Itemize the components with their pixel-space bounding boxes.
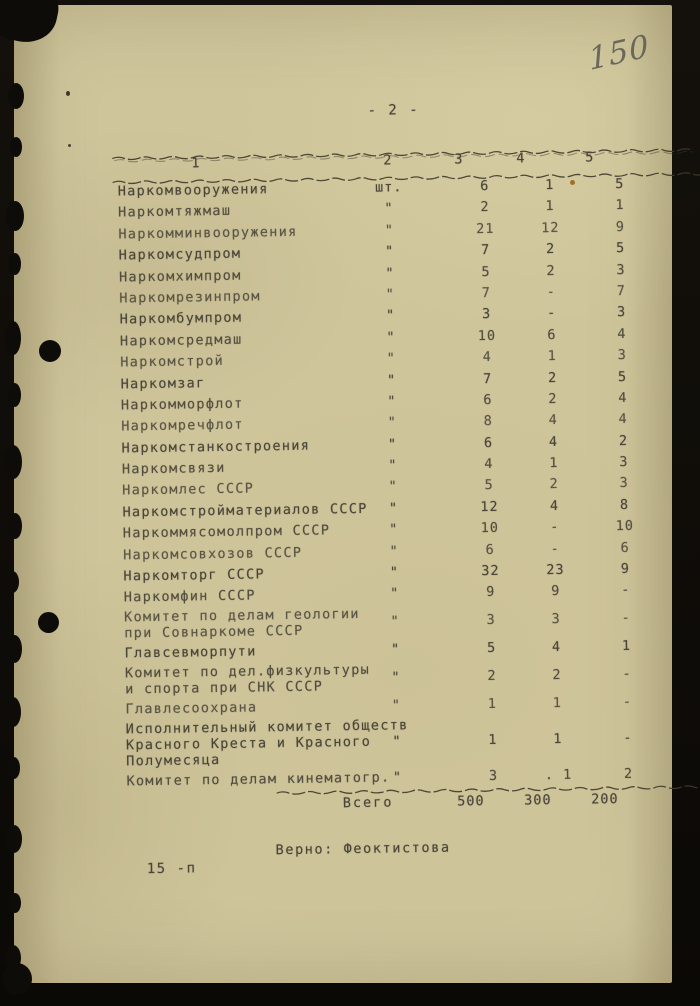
- column-header-2: 2: [383, 152, 392, 169]
- unit-cell: ": [388, 500, 399, 517]
- col3-value: 5: [481, 263, 491, 280]
- col3-value: 6: [485, 541, 495, 558]
- unit-cell: ": [390, 585, 400, 602]
- col3-value: 9: [486, 584, 496, 601]
- col3-value: 5: [484, 477, 494, 494]
- org-name: Наркомрезинпром: [119, 288, 261, 307]
- col4-value: -: [550, 540, 560, 557]
- rust-speck: [570, 180, 575, 185]
- col4-value: 2: [546, 262, 556, 279]
- org-name: Наркомстройматериалов СССР: [122, 500, 368, 521]
- unit-cell: ": [384, 222, 395, 239]
- col5-value: -: [621, 582, 631, 599]
- totals-label: Всего: [342, 794, 394, 812]
- col5-value: 1: [621, 638, 632, 655]
- col4-value: 2: [547, 369, 558, 386]
- unit-cell: ": [384, 243, 395, 260]
- col4-value: -: [550, 519, 560, 536]
- col5-value: -: [621, 610, 631, 627]
- col4-value: -: [546, 283, 556, 301]
- col5-value: 2: [618, 432, 629, 449]
- org-name: Главсевморпути: [124, 643, 257, 662]
- col3-value: 12: [480, 498, 499, 515]
- org-name: Наркомсредмаш: [119, 331, 243, 350]
- column-header-5: 5: [585, 149, 594, 166]
- col4-value: 6: [547, 326, 557, 343]
- col4-value: 1: [553, 731, 563, 748]
- col5-value: -: [623, 729, 633, 747]
- col4-value: 2: [545, 241, 556, 258]
- col5-value: 5: [617, 368, 628, 385]
- col5-value: 9: [620, 560, 631, 578]
- ink-speck: [68, 144, 71, 147]
- col3-value: 3: [488, 768, 499, 785]
- col3-value: 5: [486, 640, 497, 657]
- org-name: Исполнительный комитет обществ Красного Креста и Красного Полумесяца: [125, 717, 409, 770]
- unit-cell: ": [391, 669, 401, 686]
- col4-value: 9: [551, 583, 561, 600]
- col3-value: 32: [481, 562, 500, 580]
- org-name: Наркомсвязи: [121, 459, 226, 478]
- col4-value: 1: [545, 198, 555, 215]
- org-name: Наркомсудпром: [118, 245, 242, 264]
- col3-value: 2: [480, 199, 490, 216]
- col3-value: 10: [480, 520, 500, 537]
- table-row: [126, 713, 673, 771]
- certification-line: Верно: Феоктистова: [275, 839, 451, 859]
- col3-value: 6: [483, 391, 493, 408]
- unit-cell: ": [388, 457, 398, 474]
- unit-cell: ": [390, 641, 401, 658]
- org-name: Наркомзаг: [120, 374, 206, 392]
- org-name: Наркомлес СССР: [122, 480, 255, 499]
- typewritten-content: [7, 0, 679, 988]
- col4-value: 1: [547, 348, 557, 365]
- org-name: Наркомстанкостроения: [121, 437, 311, 457]
- col4-value: -: [546, 305, 557, 322]
- col4-value: . 1: [544, 766, 573, 784]
- org-name: Комитет по делам кинематогр.: [126, 769, 391, 790]
- col4-value: 12: [541, 219, 560, 236]
- col4-value: 4: [549, 497, 560, 514]
- org-name: Наркомморфлот: [120, 395, 244, 414]
- col3-value: 6: [483, 434, 494, 451]
- org-name: Наркомминвооружения: [118, 223, 298, 243]
- org-name: Комитет по дел.физкультуры и спорта при СНК СССР: [124, 662, 371, 698]
- unit-cell: ": [389, 564, 400, 581]
- table-body: [118, 173, 673, 793]
- org-name: Наркомторг СССР: [123, 566, 266, 585]
- col4-value: 23: [546, 561, 565, 579]
- page-number: - 2 -: [367, 101, 420, 119]
- col5-value: 4: [617, 325, 627, 342]
- col4-value: 3: [551, 611, 561, 628]
- totals-col5: 200: [591, 791, 619, 808]
- col5-value: 7: [616, 282, 626, 300]
- col5-value: -: [622, 666, 632, 683]
- col5-value: 8: [619, 496, 630, 513]
- unit-cell: ": [387, 414, 397, 431]
- col3-value: 21: [476, 220, 495, 237]
- unit-cell: ": [386, 371, 397, 389]
- col4-value: 4: [548, 412, 558, 429]
- org-name: Наркомбумпром: [119, 309, 243, 328]
- unit-cell: ": [385, 264, 395, 282]
- unit-cell: ": [389, 521, 399, 538]
- handwritten-archival-number: 150: [586, 27, 652, 79]
- col4-value: 1: [549, 455, 559, 472]
- org-name: Наркомвооружения: [117, 181, 269, 200]
- col5-value: 10: [615, 518, 635, 535]
- col3-value: 3: [486, 612, 496, 629]
- totals-col3: 500: [457, 793, 485, 810]
- col3-value: 1: [488, 731, 498, 749]
- unit-cell: ": [389, 542, 399, 560]
- unit-cell: ": [392, 733, 402, 750]
- col4-value: 2: [549, 476, 559, 493]
- column-header-4: 4: [516, 150, 525, 167]
- org-name: Наркомречфлот: [121, 416, 244, 435]
- col5-value: 4: [618, 411, 628, 428]
- col3-value: 4: [482, 349, 492, 366]
- unit-cell: ": [388, 478, 398, 495]
- punch-hole: [39, 340, 61, 362]
- unit-cell: ": [390, 613, 400, 630]
- unit-cell: ": [392, 769, 403, 786]
- unit-cell: ": [391, 697, 402, 714]
- col4-value: 4: [548, 433, 559, 450]
- col5-value: 4: [618, 389, 628, 406]
- unit-cell: ": [385, 307, 396, 324]
- col5-value: 3: [617, 347, 627, 364]
- org-name: Наркомхимпром: [118, 267, 242, 286]
- unit-cell: ": [386, 329, 396, 346]
- col4-value: 1: [545, 176, 555, 194]
- unit-cell: ": [384, 200, 394, 217]
- col5-value: 2: [623, 766, 634, 783]
- org-name: Наркомстрой: [120, 353, 225, 371]
- col5-value: -: [622, 694, 633, 711]
- col3-value: 7: [481, 284, 491, 302]
- totals-col4: 300: [524, 792, 552, 809]
- org-name: Наркомтяжмаш: [117, 203, 232, 221]
- org-name: Наркоммясомолпром СССР: [122, 522, 331, 542]
- col3-value: 4: [484, 456, 494, 473]
- org-name: Главлесоохрана: [125, 699, 258, 718]
- col5-value: 3: [619, 454, 629, 471]
- col3-value: 1: [487, 696, 498, 713]
- col3-value: 6: [480, 177, 490, 195]
- col5-value: 6: [620, 539, 630, 556]
- col5-value: 3: [616, 261, 626, 278]
- col4-value: 2: [548, 390, 558, 408]
- col3-value: 10: [477, 327, 497, 344]
- col5-value: 5: [615, 175, 625, 193]
- punch-hole: [38, 612, 59, 633]
- document-code: 15 -п: [146, 860, 197, 878]
- unit-cell: шт.: [374, 179, 403, 196]
- org-name: Наркомсовхозов СССР: [123, 544, 303, 564]
- col3-value: 7: [482, 370, 493, 387]
- col4-value: 1: [552, 695, 563, 712]
- col5-value: 3: [619, 475, 629, 492]
- col5-value: 9: [615, 218, 626, 235]
- totals-row: [19, 790, 677, 822]
- col3-value: 7: [480, 242, 491, 259]
- paper-sheet: [14, 5, 672, 983]
- unit-cell: ": [387, 436, 398, 453]
- col5-value: 1: [615, 197, 625, 214]
- org-name: Комитет по делам геологии при Совнаркоме СССР: [123, 606, 360, 642]
- unit-cell: ": [385, 286, 396, 303]
- ink-speck: [66, 91, 70, 96]
- col3-value: 2: [487, 668, 497, 685]
- column-header-3: 3: [454, 151, 463, 168]
- col5-value: 5: [615, 240, 626, 257]
- col4-value: 4: [551, 639, 562, 656]
- unit-cell: ": [387, 393, 397, 410]
- org-name: Наркомфин СССР: [123, 587, 256, 606]
- column-header-1: 1: [191, 155, 200, 172]
- col3-value: 8: [483, 413, 493, 430]
- col4-value: 2: [552, 667, 562, 684]
- unit-cell: ": [386, 350, 396, 367]
- col3-value: 3: [481, 306, 492, 323]
- col5-value: 3: [616, 304, 627, 321]
